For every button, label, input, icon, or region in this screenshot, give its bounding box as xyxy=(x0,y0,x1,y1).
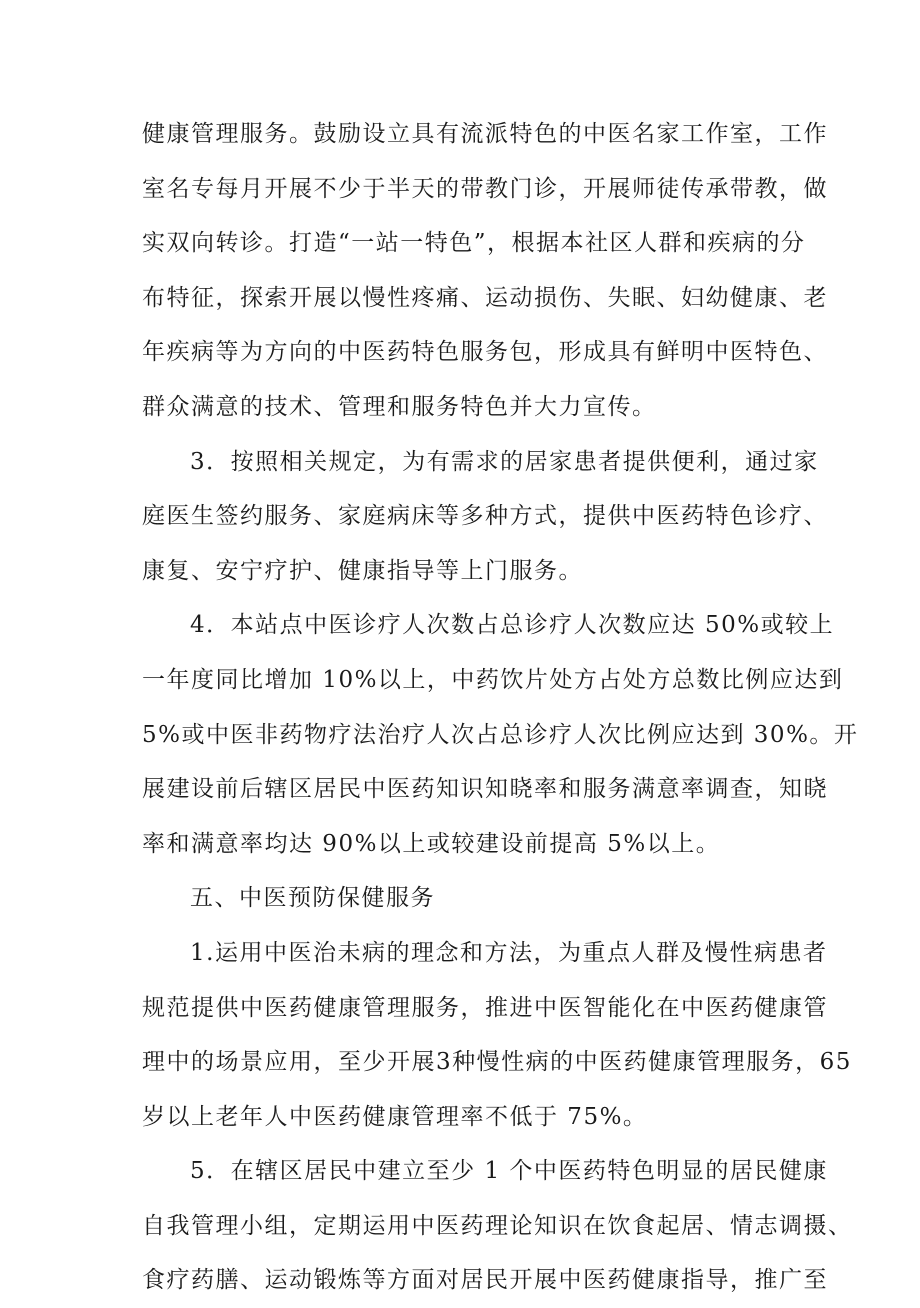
text-line: 室名专每月开展不少于半天的带教门诊，开展师徒传承带教，做 xyxy=(142,175,828,202)
paragraph-start-item-4: 4．本站点中医诊疗人次数占总诊疗人次数应达 50%或较上 xyxy=(190,612,835,639)
paragraph-start-item-3: 3．按照相关规定，为有需求的居家患者提供便利，通过家 xyxy=(190,448,819,475)
text-line: 理中的场景应用，至少开展3种慢性病的中医药健康管理服务，65 xyxy=(142,1049,852,1076)
text-line: 群众满意的技术、管理和服务特色并大力宣传。 xyxy=(142,393,657,420)
text-line: 食疗药膳、运动锻炼等方面对居民开展中医药健康指导，推广至 xyxy=(142,1267,828,1294)
text-line: 健康管理服务。鼓励设立具有流派特色的中医名家工作室，工作 xyxy=(142,121,828,147)
document-body xyxy=(142,107,859,1308)
text-line: 年疾病等为方向的中医药特色服务包，形成具有鲜明中医特色、 xyxy=(142,339,828,366)
text-line: 布特征，探索开展以慢性疼痛、运动损伤、失眠、妇幼健康、老 xyxy=(142,284,828,311)
text-line: 规范提供中医药健康管理服务，推进中医智能化在中医药健康管 xyxy=(142,994,828,1021)
text-line: 实双向转诊。打造“一站一特色”，根据本社区人群和疾病的分 xyxy=(142,230,806,257)
text-line: 康复、安宁疗护、健康指导等上门服务。 xyxy=(142,557,583,584)
text-line: 率和满意率均达 90%以上或较建设前提高 5%以上。 xyxy=(142,830,721,857)
text-line: 展建设前后辖区居民中医药知识知晓率和服务满意率调查，知晓 xyxy=(142,776,828,803)
text-line: 岁以上老年人中医药健康管理率不低于 75%。 xyxy=(142,1103,648,1130)
text-line: 自我管理小组，定期运用中医药理论知识在饮食起居、情志调摄、 xyxy=(142,1212,853,1239)
paragraph-start-item-5: 5．在辖区居民中建立至少 1 个中医药特色明显的居民健康 xyxy=(190,1158,828,1185)
paragraph-start-item-1: 1.运用中医治未病的理念和方法，为重点人群及慢性病患者 xyxy=(190,939,828,966)
text-line: 一年度同比增加 10%以上，中药饮片处方占处方总数比例应达到 xyxy=(142,666,844,693)
section-heading: 五、中医预防保健服务 xyxy=(190,885,435,912)
text-line: 5%或中医非药物疗法治疗人次占总诊疗人次比例应达到 30%。开 xyxy=(142,721,859,748)
text-line: 庭医生签约服务、家庭病床等多种方式，提供中医药特色诊疗、 xyxy=(142,503,828,530)
